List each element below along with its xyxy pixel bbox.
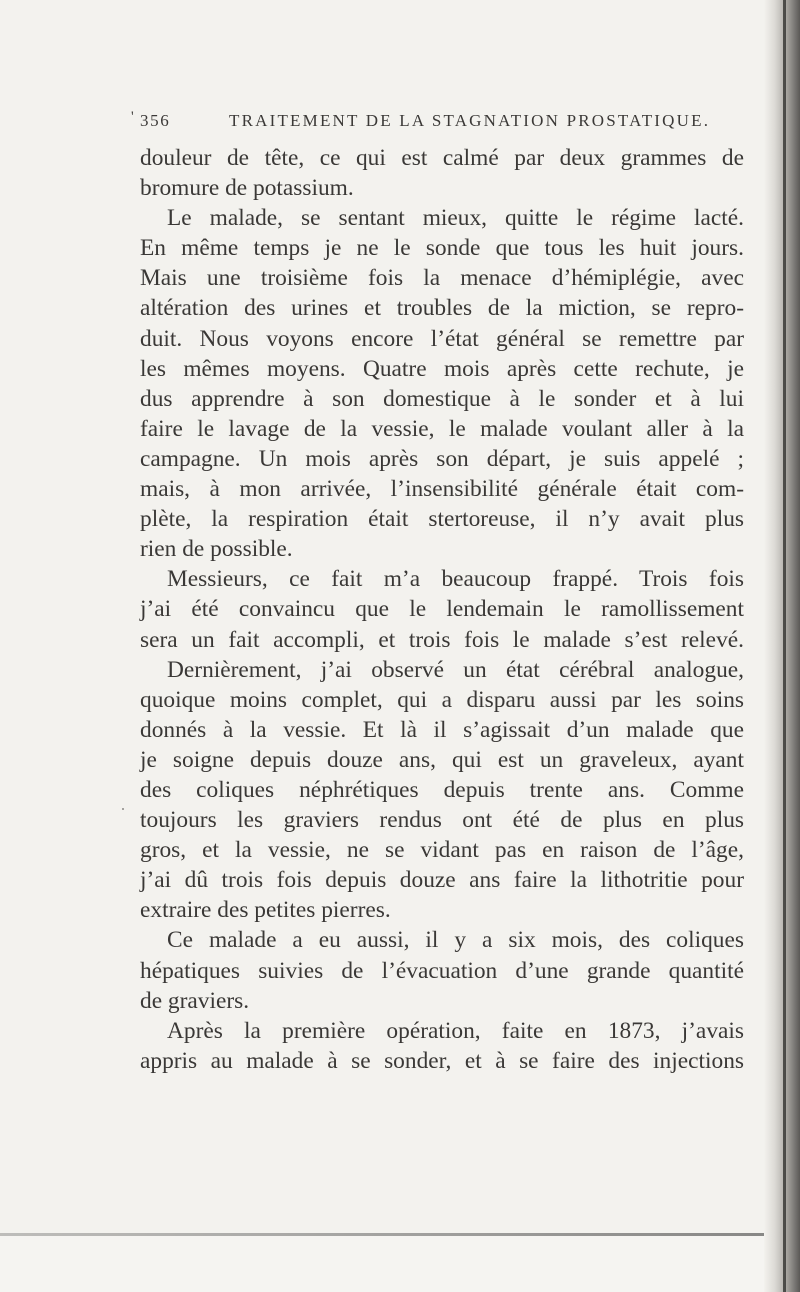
text-line: toujours les graviers rendus ont été de plus en plus xyxy=(140,807,744,834)
text-line: quoique moins complet, qui a disparu aussi par les soins xyxy=(140,686,744,713)
text-line: Ce malade a eu aussi, il y a six mois, des coliques xyxy=(167,927,744,954)
text-line: faire le lavage de la vessie, le malade voulant aller à la xyxy=(140,415,744,442)
text-line: duit. Nous voyons encore l’état général se remettre par xyxy=(140,325,744,352)
page-header xyxy=(140,111,780,139)
text-line: bromure de potassium. xyxy=(140,175,354,202)
text-line: Messieurs, ce fait m’a beaucoup frappé. Trois fois xyxy=(167,566,744,593)
text-line: je soigne depuis douze ans, qui est un graveleux, ayant xyxy=(140,746,744,773)
text-line: extraire des petites pierres. xyxy=(140,897,391,924)
text-line: altération des urines et troubles de la miction, se repro- xyxy=(140,295,744,322)
book-spine-line xyxy=(783,0,786,1292)
book-spine-edge xyxy=(764,0,800,1292)
text-line: donnés à la vessie. Et là il s’agissait d’un malade que xyxy=(140,716,744,743)
text-line: mais, à mon arrivée, l’insensibilité générale était com- xyxy=(140,476,744,503)
text-line: Dernièrement, j’ai observé un état cérébral analogue, xyxy=(167,656,744,683)
paper-speck xyxy=(122,808,124,810)
text-line: douleur de tête, ce qui est calmé par deux grammes de xyxy=(140,145,744,171)
body-text xyxy=(140,143,744,1076)
text-line: rien de possible. xyxy=(140,536,293,563)
page-bottom-band xyxy=(0,1236,800,1292)
text-line: gros, et la vessie, ne se vidant pas en raison de l’âge, xyxy=(140,837,744,864)
text-line: En même temps je ne le sonde que tous les huit jours. xyxy=(140,235,744,262)
text-line: j’ai été convaincu que le lendemain le ramollissement xyxy=(140,596,744,623)
text-line: hépatiques suivies de l’évacuation d’une grande quantité xyxy=(140,957,744,984)
text-line: les mêmes moyens. Quatre mois après cette rechute, je xyxy=(140,355,744,382)
text-line: plète, la respiration était stertoreuse, il n’y avait plus xyxy=(140,506,744,533)
text-line: j’ai dû trois fois depuis douze ans faire la lithotritie pour xyxy=(140,867,744,894)
page-bottom-edge xyxy=(0,1233,800,1236)
text-line: Après la première opération, faite en 1873, j’avais xyxy=(167,1017,744,1044)
text-line: de graviers. xyxy=(140,987,250,1014)
running-title: TRAITEMENT DE LA STAGNATION PROSTATIQUE. xyxy=(229,111,711,130)
text-line: Le malade, se sentant mieux, quitte le régime lacté. xyxy=(167,205,744,232)
text-line: sera un fait accompli, et trois fois le malade s’est relevé. xyxy=(140,626,744,653)
text-line: Mais une troisième fois la menace d’hémiplégie, avec xyxy=(140,265,744,292)
text-line: des coliques néphrétiques depuis trente ans. Comme xyxy=(140,776,744,803)
text-line: dus apprendre à son domestique à le sonder et à lui xyxy=(140,385,744,412)
text-line: appris au malade à se sonder, et à se faire des injections xyxy=(140,1047,744,1074)
page-number: ' 356 xyxy=(140,111,170,131)
text-line: campagne. Un mois après son départ, je suis appelé ; xyxy=(140,445,744,472)
